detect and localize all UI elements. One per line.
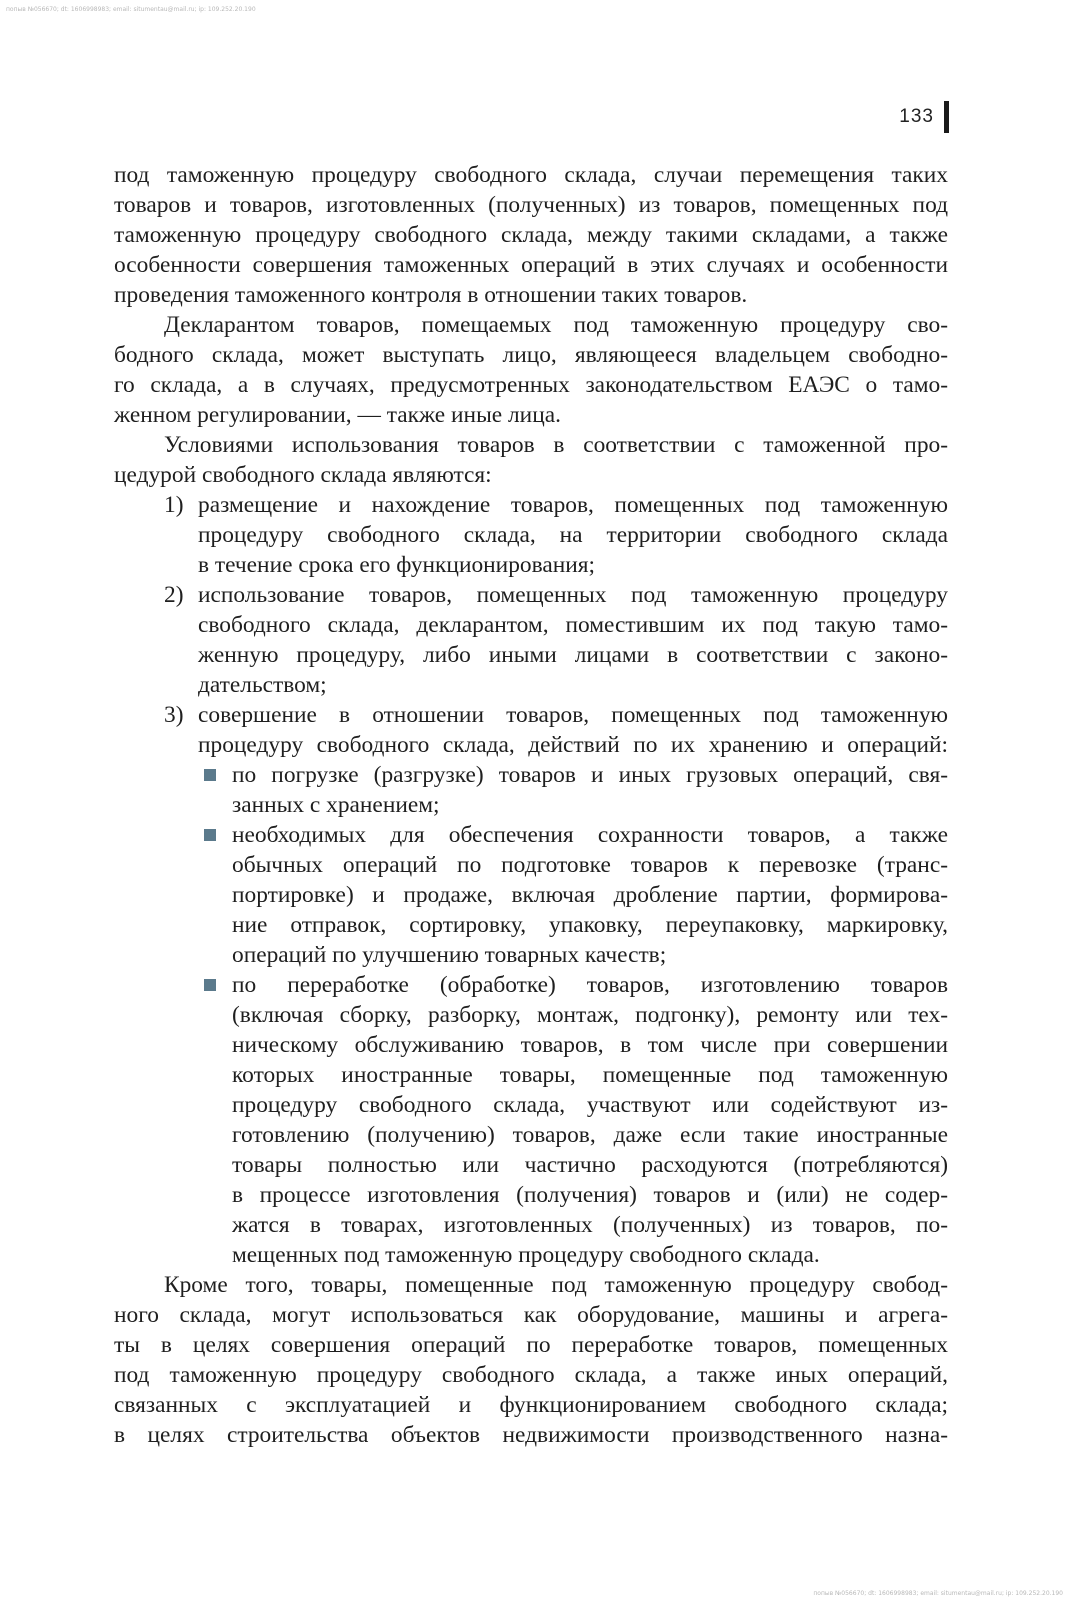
numbered-item-1: [114, 490, 948, 520]
text-line: Кроме того, товары, помещенные под таможенную процедуру свобод-: [164, 1272, 948, 1298]
text-line: цедурой свободного склада являются:: [114, 462, 492, 488]
bullet-item-1: [114, 760, 948, 790]
text-line: в целях строительства объектов недвижимости производственного назна-: [114, 1422, 948, 1448]
bullet-item-3: [114, 970, 948, 1000]
numbered-item-3: [114, 700, 948, 730]
list-number: 2): [164, 582, 184, 608]
numbered-item-2: [114, 580, 948, 610]
text-line: связанных с эксплуатацией и функционированием свободного склада;: [114, 1392, 948, 1418]
text-line: товары полностью или частично расходуются (потребляются): [232, 1152, 948, 1178]
text-line: (включая сборку, разборку, монтаж, подгонку), ремонту или тех-: [232, 1002, 948, 1028]
text-line: в процессе изготовления (получения) товаров и (или) не содер-: [232, 1182, 948, 1208]
text-line: го склада, а в случаях, предусмотренных законодательством ЕАЭС о тамо-: [114, 372, 948, 398]
text-line: процедуру свободного склада, участвуют или содействуют из-: [232, 1092, 948, 1118]
square-bullet-icon: [204, 769, 216, 781]
page-header: [899, 102, 949, 132]
text-line: портировке) и продаже, включая дробление партии, формирова-: [232, 882, 948, 908]
text-line: Условиями использования товаров в соответствии с таможенной про-: [164, 432, 948, 458]
text-line: использование товаров, помещенных под таможенную процедуру: [198, 582, 948, 608]
text-line: жатся в товарах, изготовленных (полученных) из товаров, по-: [232, 1212, 948, 1238]
text-line: по погрузке (разгрузке) товаров и иных грузовых операций, свя-: [232, 762, 948, 788]
text-line: бодного склада, может выступать лицо, являющееся владельцем свободно-: [114, 342, 948, 368]
text-line: под таможенную процедуру свободного склада, случаи перемещения таких: [114, 162, 948, 188]
text-line: процедуру свободного склада, на территории свободного склада: [198, 522, 948, 548]
text-line: процедуру свободного склада, действий по их хранению и операций:: [198, 732, 948, 758]
text-line: ты в целях совершения операций по переработке товаров, помещенных: [114, 1332, 948, 1358]
text-line: совершение в отношении товаров, помещенных под таможенную: [198, 702, 948, 728]
text-line: размещение и нахождение товаров, помещенных под таможенную: [198, 492, 948, 518]
text-line: мещенных под таможенную процедуру свободного склада.: [232, 1242, 820, 1268]
text-line: свободного склада, декларантом, поместившим их под такую тамо-: [198, 612, 948, 638]
text-line: дательством;: [198, 672, 327, 698]
text-line: по переработке (обработке) товаров, изготовлению товаров: [232, 972, 948, 998]
text-line: операций по улучшению товарных качеств;: [232, 942, 667, 968]
list-number: 1): [164, 492, 184, 518]
text-line: женную процедуру, либо иными лицами в соответствии с законо-: [198, 642, 948, 668]
text-line: таможенную процедуру свободного склада, между такими складами, а также: [114, 222, 948, 248]
text-line: в течение срока его функционирования;: [198, 552, 595, 578]
text-line: которых иностранные товары, помещенные под таможенную: [232, 1062, 948, 1088]
text-line: обычных операций по подготовке товаров к перевозке (транс-: [232, 852, 948, 878]
page-number-bar: [944, 101, 949, 133]
watermark-bottom: попыв №056670; dt: 1606998983; email: situmentau@mail.ru; ip: 109.252.20.190: [813, 1590, 1063, 1597]
square-bullet-icon: [204, 829, 216, 841]
text-line: проведения таможенного контроля в отношении таких товаров.: [114, 282, 748, 308]
square-bullet-icon: [204, 979, 216, 991]
text-line: Декларантом товаров, помещаемых под таможенную процедуру сво-: [164, 312, 948, 338]
text-line: ническому обслуживанию товаров, в том числе при совершении: [232, 1032, 948, 1058]
text-line: занных с хранением;: [232, 792, 440, 818]
text-line: необходимых для обеспечения сохранности товаров, а также: [232, 822, 948, 848]
body-text: [114, 160, 948, 1450]
list-number: 3): [164, 702, 184, 728]
text-line: готовлению (получению) товаров, даже если такие иностранные: [232, 1122, 948, 1148]
text-line: женном регулировании, — также иные лица.: [114, 402, 561, 428]
text-line: особенности совершения таможенных операций в этих случаях и особенности: [114, 252, 948, 278]
watermark-top: попыв №056670; dt: 1606998983; email: situmentau@mail.ru; ip: 109.252.20.190: [6, 6, 256, 13]
text-line: товаров и товаров, изготовленных (полученных) из товаров, помещенных под: [114, 192, 948, 218]
text-line: ние отправок, сортировку, упаковку, переупаковку, маркировку,: [232, 912, 948, 938]
text-line: под таможенную процедуру свободного склада, а также иных операций,: [114, 1362, 948, 1388]
text-line: ного склада, могут использоваться как оборудование, машины и агрега-: [114, 1302, 948, 1328]
bullet-item-2: [114, 820, 948, 850]
page-number: 133: [899, 106, 934, 127]
